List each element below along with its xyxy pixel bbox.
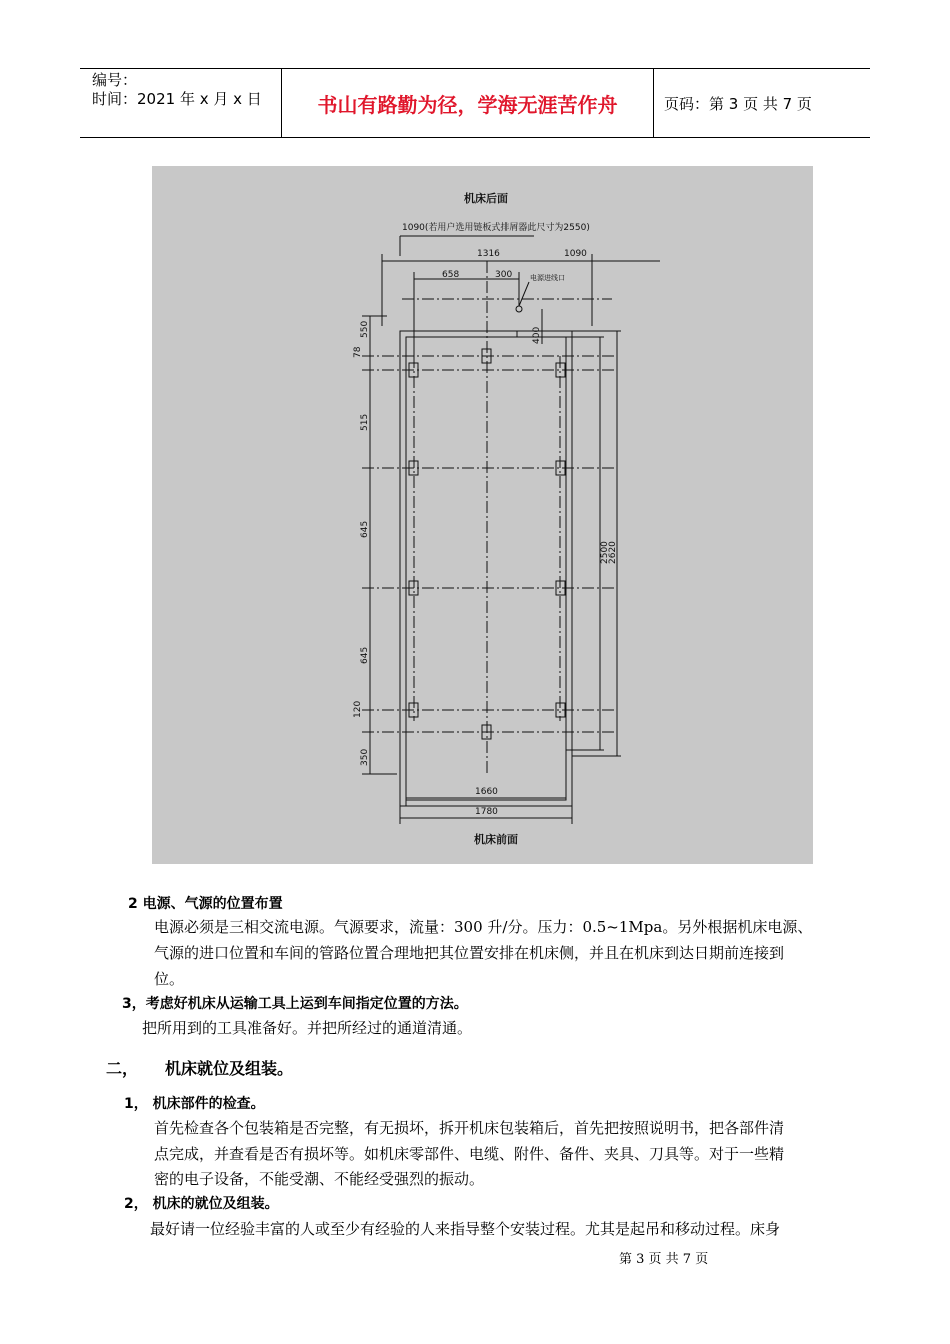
- left-dim-645-b: 645: [360, 646, 370, 664]
- section-3-para: 把所用到的工具准备好。并把所经过的通道清通。: [142, 1019, 473, 1037]
- figure-top-title: 机床后面: [464, 192, 508, 205]
- section-2-heading: 2 电源、气源的位置布置: [128, 896, 283, 912]
- header-motto: 书山有路勤为径，学海无涯苦作舟: [282, 69, 654, 137]
- left-dim-645-a: 645: [360, 520, 370, 538]
- left-dim-78: 78: [353, 346, 363, 358]
- section-3-heading: 3，考虑好机床从运输工具上运到车间指定位置的方法。: [122, 996, 468, 1012]
- subsection-1-heading: 1， 机床部件的检查。: [124, 1096, 265, 1112]
- header-meta: [80, 69, 282, 137]
- subsection-1-line-3: 密的电子设备，不能受潮、不能经受强烈的振动。: [154, 1170, 485, 1188]
- left-dim-350: 350: [360, 748, 370, 766]
- bottom-dim-1780: 1780: [475, 807, 498, 817]
- dim-300: 300: [495, 270, 513, 280]
- subsection-1-line-1: 首先检查各个包装箱是否完整，有无损坏，拆开机床包装箱后，首先把按照说明书，把各部件清: [154, 1119, 785, 1137]
- header-page-info: 页码：第 3 页 共 7 页: [664, 94, 812, 113]
- layout-drawing-svg: [152, 166, 813, 864]
- figure-bottom-title: 机床前面: [474, 833, 518, 846]
- dim-1090: 1090: [564, 249, 587, 259]
- section-2-para-line-3: 位。: [154, 970, 185, 988]
- section-2-para-line-1: 电源必须是三相交流电源。气源要求，流量：300 升/分。压力：0.5~1Mpa。另外根据机床电源、: [154, 918, 813, 936]
- chapter-2-number: 二，: [106, 1059, 139, 1078]
- subsection-2-heading: 2， 机床的就位及组装。: [124, 1196, 279, 1212]
- figure-note: 1090(若用户选用链板式排屑器此尺寸为2550): [402, 223, 590, 233]
- right-dim-2620: 2620: [608, 541, 618, 564]
- header-table: [80, 68, 870, 138]
- dim-1316: 1316: [477, 249, 500, 259]
- left-dim-550: 550: [360, 320, 370, 338]
- number-label: 编号：: [92, 71, 138, 89]
- time-label: 时间：2021 年 x 月 x 日: [92, 90, 262, 108]
- power-inlet-label: 电源进线口: [530, 274, 565, 282]
- bottom-dim-1660: 1660: [475, 787, 498, 797]
- left-dim-515: 515: [360, 413, 370, 431]
- machine-outline-outer: [400, 331, 572, 806]
- dim-400: 400: [532, 326, 542, 344]
- power-inlet-port: [516, 306, 522, 312]
- page-footer: 第 3 页 共 7 页: [619, 1252, 709, 1267]
- layout-drawing: [152, 166, 813, 864]
- machine-outline-inner: [406, 337, 566, 800]
- dim-658: 658: [442, 270, 460, 280]
- subsection-2-line-1: 最好请一位经验丰富的人或至少有经验的人来指导整个安装过程。尤其是起吊和移动过程。床身: [150, 1220, 781, 1238]
- right-dim-2500: 2500: [600, 541, 610, 564]
- section-2-para-line-2: 气源的进口位置和车间的管路位置合理地把其位置安排在机床侧，并且在机床到达日期前连接到: [154, 944, 785, 962]
- left-dim-120: 120: [353, 700, 363, 718]
- subsection-1-line-2: 点完成，并查看是否有损坏等。如机床零部件、电缆、附件、备件、夹具、刀具等。对于一些精: [154, 1145, 785, 1163]
- chapter-2-title: 机床就位及组装。: [165, 1059, 294, 1078]
